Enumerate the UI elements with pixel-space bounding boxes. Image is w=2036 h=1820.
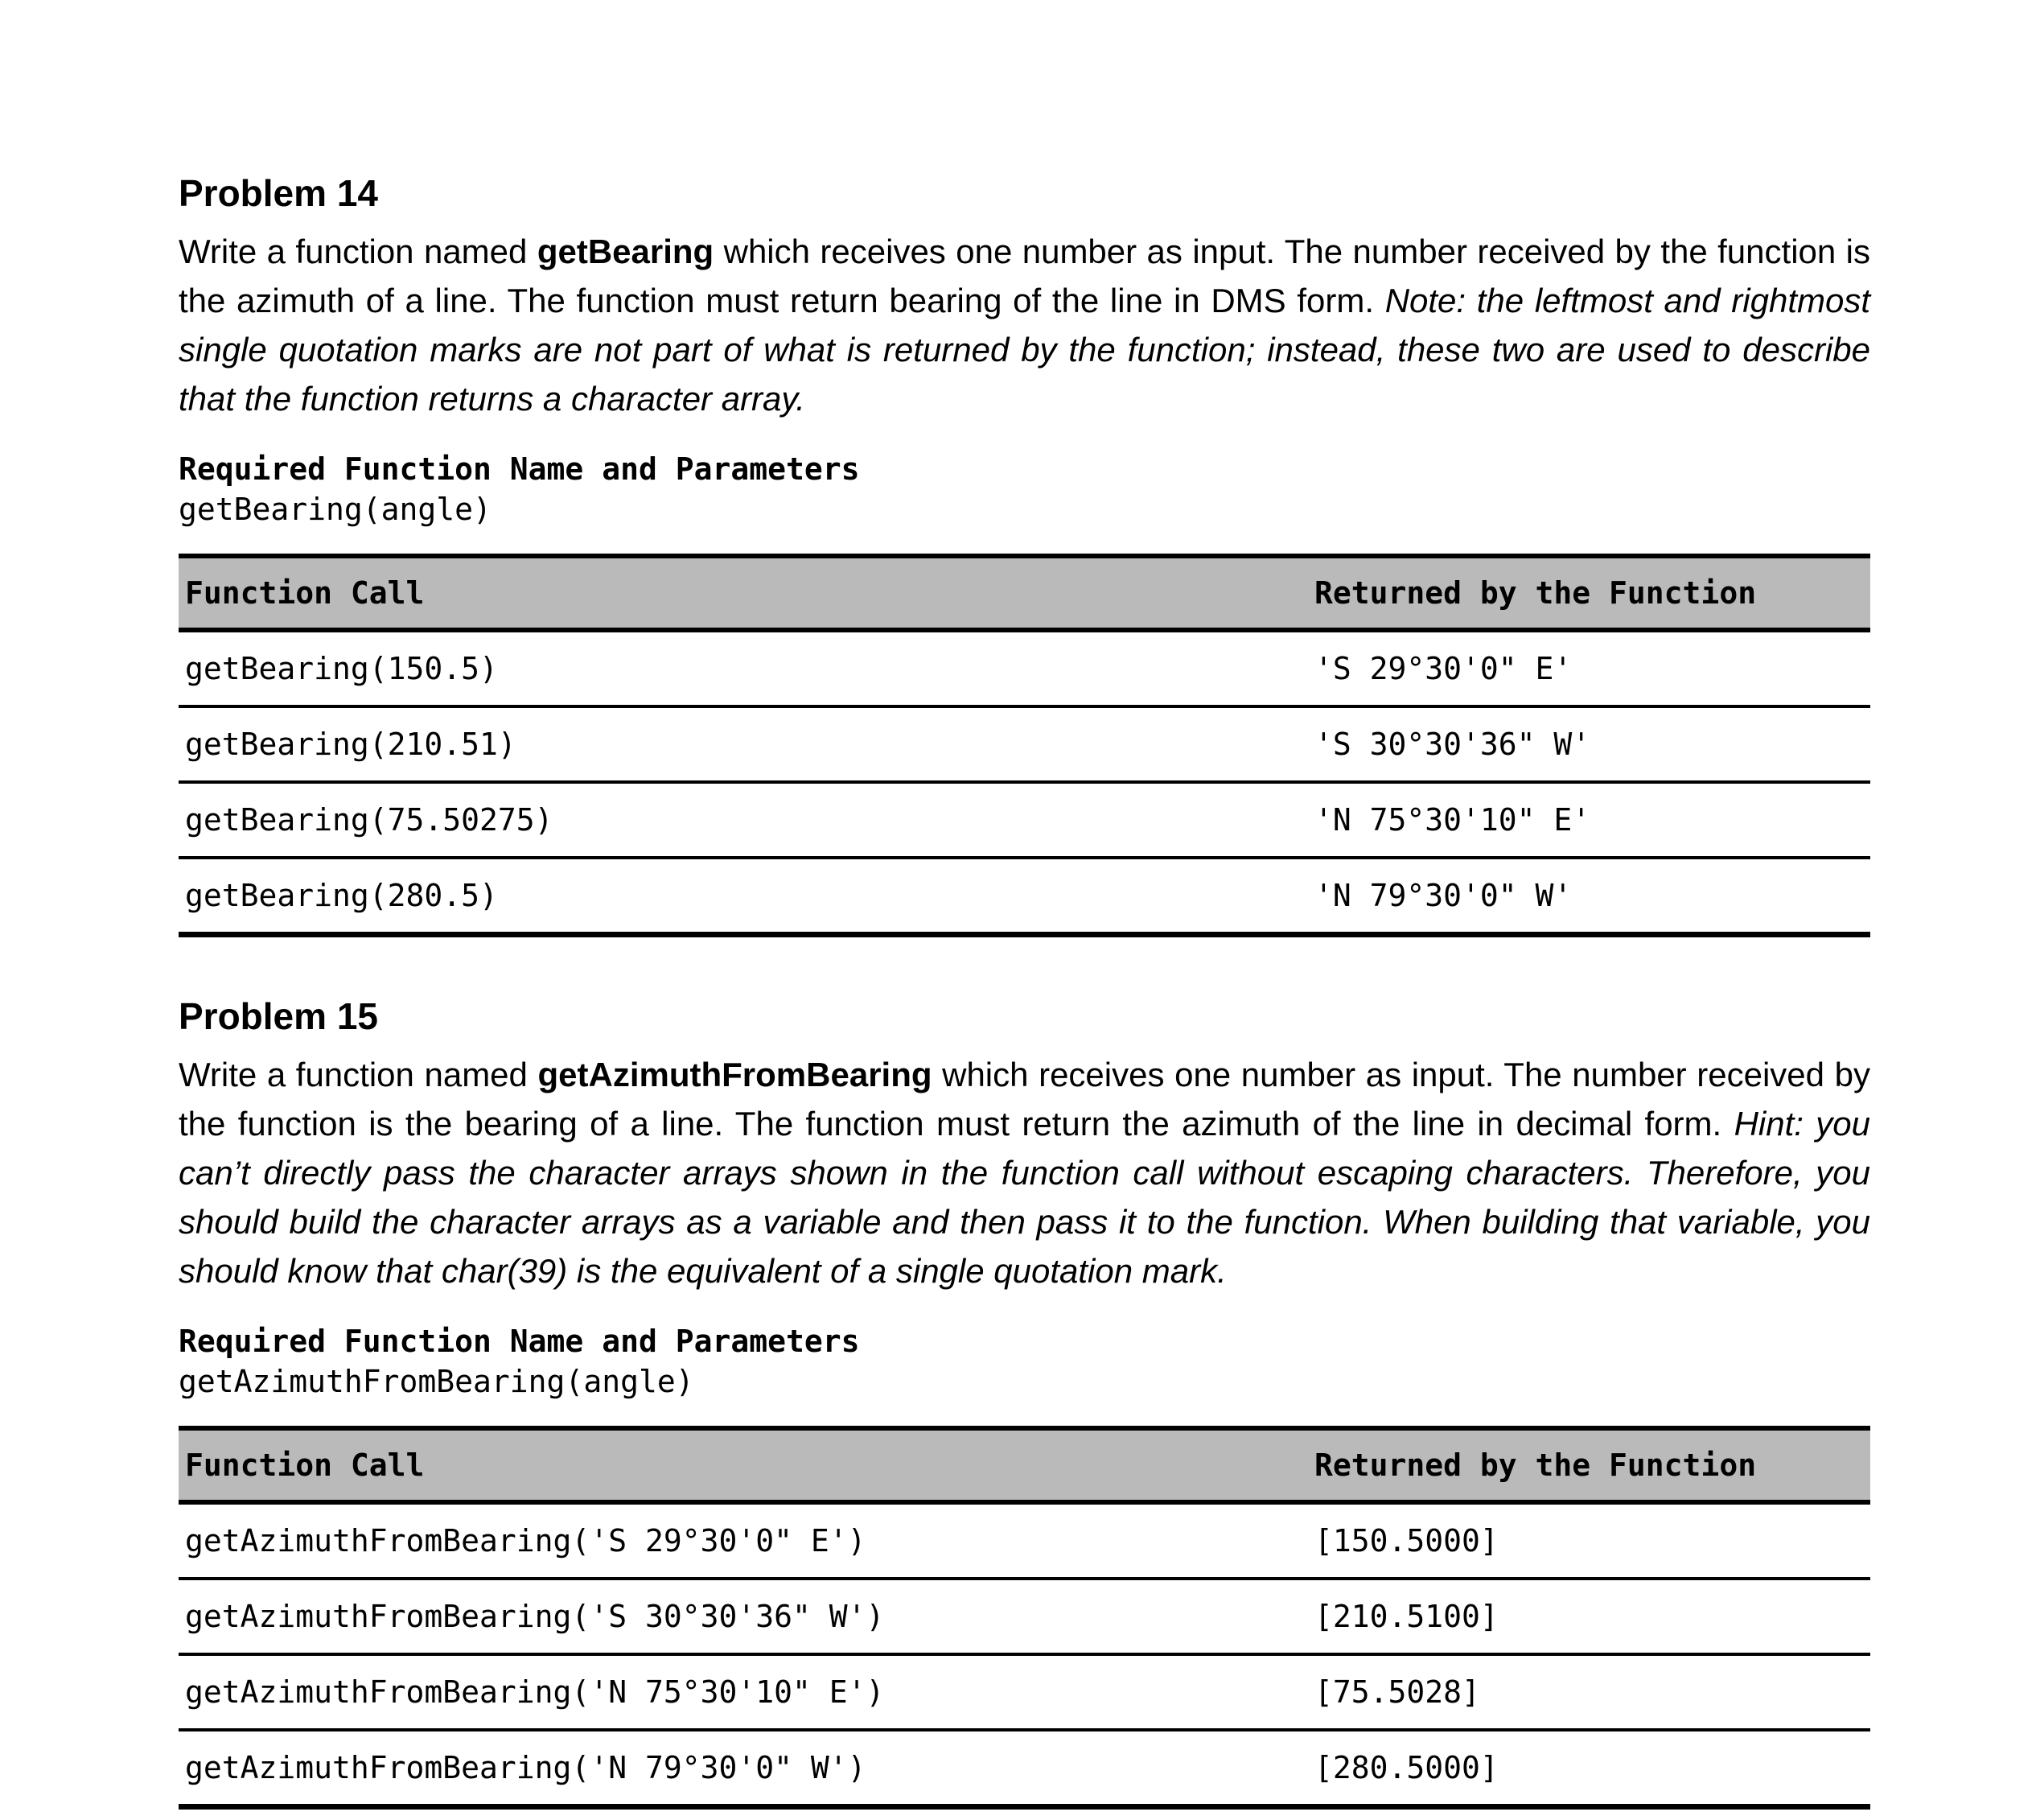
returned-value-cell: 'N 75°30'10" E' bbox=[1314, 802, 1591, 838]
table-header-returned: Returned by the Function bbox=[1314, 1447, 1757, 1483]
problem-title: Problem 15 bbox=[179, 995, 378, 1037]
function-call-cell: getAzimuthFromBearing('S 30°30'36" W') bbox=[185, 1599, 885, 1634]
description-text: Write a function named bbox=[179, 233, 537, 270]
table-row bbox=[179, 1579, 1870, 1654]
table-header-function-call: Function Call bbox=[185, 1447, 425, 1483]
table-row bbox=[179, 630, 1870, 706]
table-row bbox=[179, 1502, 1870, 1579]
table-header-row bbox=[179, 556, 1870, 630]
description-text: which receives one number as input. The number received by the function is the azimuth of a line. The function must return bearing of the line in DMS form. bbox=[179, 233, 1870, 319]
function-call-cell: getBearing(150.5) bbox=[185, 651, 498, 686]
function-signature: getAzimuthFromBearing(angle) bbox=[179, 1364, 694, 1399]
function-call-cell: getAzimuthFromBearing('N 79°30'0" W') bbox=[185, 1750, 866, 1785]
function-call-table bbox=[179, 554, 1870, 937]
returned-value-cell: 'S 29°30'0" E' bbox=[1314, 651, 1573, 686]
table-header-function-call: Function Call bbox=[185, 575, 425, 611]
function-name-bold: getBearing bbox=[537, 233, 714, 270]
returned-value-cell: [210.5100] bbox=[1314, 1599, 1499, 1634]
function-call-cell: getAzimuthFromBearing('S 29°30'0" E') bbox=[185, 1523, 866, 1559]
problem-description bbox=[179, 227, 1870, 423]
problem-title: Problem 14 bbox=[179, 172, 378, 214]
table-row bbox=[179, 706, 1870, 782]
function-call-table bbox=[179, 1426, 1870, 1810]
description-hint-italic: Hint: you can’t directly pass the character arrays shown in the function call without escaping characters. Therefore, you should build the character arrays as a variable and then pass it to the function. When building that variable, you should know that char(39) is the equivalent of a single quotation mark. bbox=[179, 1105, 1870, 1290]
problem-description bbox=[179, 1050, 1870, 1295]
description-note-italic: Note: the leftmost and rightmost single quotation marks are not part of what is returned by the function; instead, these two are used to describe that the function returns a character array. bbox=[179, 282, 1871, 418]
table-row bbox=[179, 858, 1870, 935]
description-text: which receives one number as input. The number received by the function is the bearing of a line. The function must return the azimuth of the line in decimal form. bbox=[179, 1056, 1870, 1143]
table-row bbox=[179, 1730, 1870, 1807]
table-header-returned: Returned by the Function bbox=[1314, 575, 1757, 611]
function-name-bold: getAzimuthFromBearing bbox=[537, 1056, 932, 1093]
returned-value-cell: [280.5000] bbox=[1314, 1750, 1499, 1785]
returned-value-cell: 'S 30°30'36" W' bbox=[1314, 727, 1591, 762]
function-call-cell: getAzimuthFromBearing('N 75°30'10" E') bbox=[185, 1674, 885, 1710]
function-call-cell: getBearing(280.5) bbox=[185, 878, 498, 913]
function-call-cell: getBearing(210.51) bbox=[185, 727, 516, 762]
returned-value-cell: [150.5000] bbox=[1314, 1523, 1499, 1559]
table-row bbox=[179, 782, 1870, 858]
required-function-label: Required Function Name and Parameters bbox=[179, 1324, 860, 1359]
table-header-row bbox=[179, 1428, 1870, 1502]
table-row bbox=[179, 1654, 1870, 1730]
function-call-cell: getBearing(75.50275) bbox=[185, 802, 553, 838]
problem-14-section bbox=[179, 171, 1870, 937]
problem-15-section bbox=[179, 994, 1870, 1810]
function-signature: getBearing(angle) bbox=[179, 492, 492, 527]
required-function-label: Required Function Name and Parameters bbox=[179, 451, 860, 487]
returned-value-cell: 'N 79°30'0" W' bbox=[1314, 878, 1573, 913]
returned-value-cell: [75.5028] bbox=[1314, 1674, 1480, 1710]
description-text: Write a function named bbox=[179, 1056, 538, 1093]
